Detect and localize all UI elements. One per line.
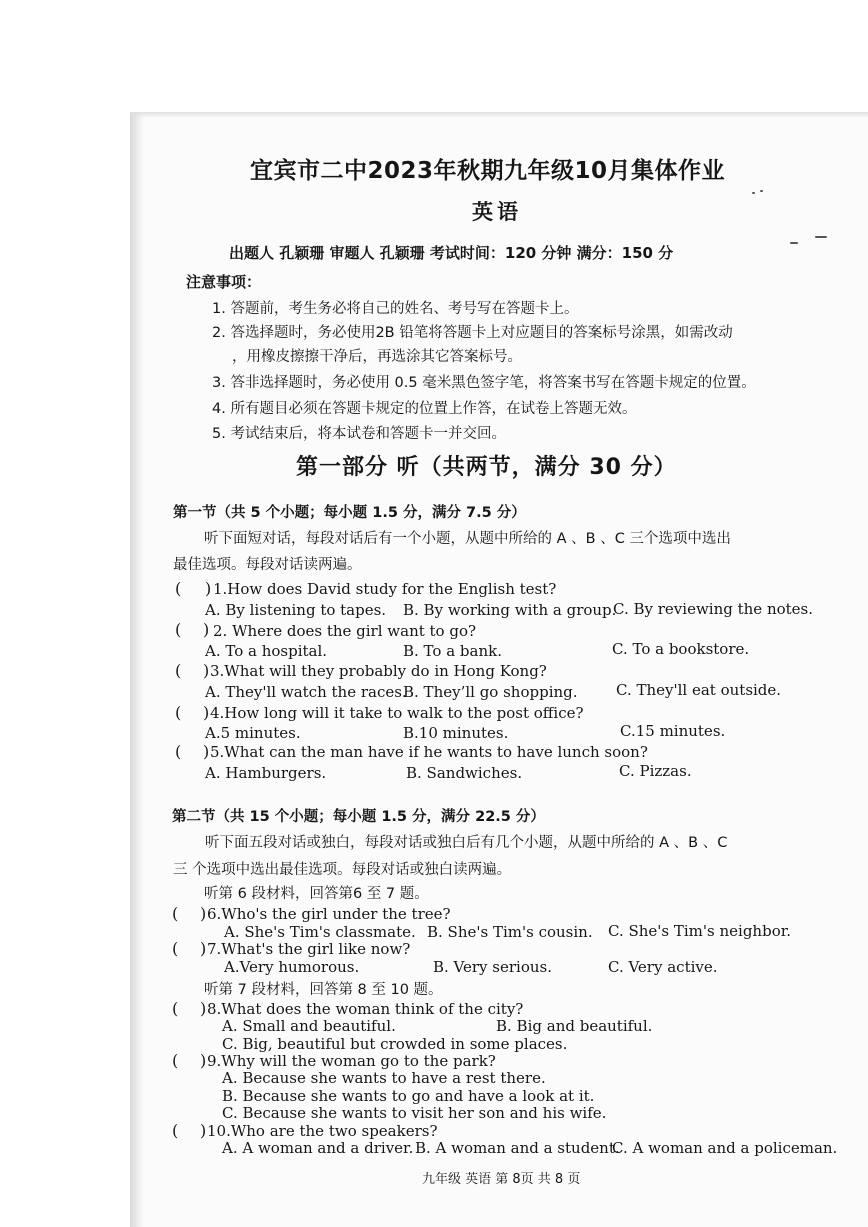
question-text: 10.Who are the two speakers?	[207, 1122, 438, 1140]
answer-blank-close: )	[203, 742, 210, 761]
option-b: B. By working with a group.	[403, 601, 617, 619]
answer-blank-open: (	[172, 999, 179, 1018]
option-b: B. A woman and a student.	[415, 1139, 620, 1157]
note-item: 3. 答非选择题时，务必使用 0.5 毫米黑色签字笔，将答案书写在答题卡规定的位置。	[212, 375, 756, 391]
answer-blank-open: (	[172, 939, 179, 958]
question-text: 5.What can the man have if he wants to have lunch soon?	[210, 743, 648, 761]
option-c: C. They'll eat outside.	[616, 681, 782, 699]
answer-blank-close: )	[203, 620, 210, 639]
subject-title: 英语	[472, 200, 522, 224]
section-instruction: 听下面短对话，每段对话后有一个小题，从题中所给的 A 、B 、C 三个选项中选出	[204, 531, 731, 547]
question-text: 6.Who's the girl under the tree?	[207, 905, 451, 923]
option-a: A. To a hospital.	[205, 642, 328, 660]
question-text: 2. Where does the girl want to go?	[213, 622, 477, 640]
answer-blank-close: )	[203, 703, 210, 722]
answer-blank-open: (	[172, 1051, 179, 1070]
note-item: 4. 所有题目必须在答题卡规定的位置上作答，在试卷上答题无效。	[212, 401, 637, 417]
scan-speck	[760, 190, 763, 192]
answer-blank-close: )	[205, 579, 212, 598]
exam-meta: 出题人 孔颖珊 审题人 孔颖珊 考试时间：120 分钟 满分：150 分	[229, 244, 674, 262]
option-a: A. She's Tim's classmate.	[224, 923, 416, 941]
answer-blank-open: (	[172, 1121, 179, 1140]
answer-blank-close: )	[200, 1051, 207, 1070]
section-instruction: 听下面五段对话或独白，每段对话或独白后有几个小题，从题中所给的 A 、B 、C	[205, 835, 728, 851]
section-heading: 第二节（共 15 个小题；每小题 1.5 分，满分 22.5 分）	[172, 809, 545, 825]
material-group-heading: 听第 6 段材料，回答第6 至 7 题。	[204, 886, 429, 902]
answer-blank-close: )	[200, 1121, 207, 1140]
material-group-heading: 听第 7 段材料，回答第 8 至 10 题。	[204, 982, 443, 998]
answer-blank-open: (	[172, 904, 179, 923]
answer-blank-open: (	[175, 620, 182, 639]
option-a: A. Because she wants to have a rest there.	[222, 1069, 546, 1087]
option-b: B. Big and beautiful.	[496, 1017, 653, 1035]
answer-blank-close: )	[200, 999, 207, 1018]
option-b: B. To a bank.	[403, 642, 502, 660]
option-c: C. Big, beautiful but crowded in some places.	[222, 1035, 568, 1053]
option-a: A. A woman and a driver.	[222, 1139, 414, 1157]
option-c: C. By reviewing the notes.	[613, 600, 814, 618]
question-text: 9.Why will the woman go to the park?	[207, 1052, 496, 1070]
question-text: 3.What will they probably do in Hong Kong?	[210, 662, 547, 680]
option-b: B. She's Tim's cousin.	[427, 923, 593, 941]
option-c: C. Because she wants to visit her son and his wife.	[222, 1104, 607, 1122]
part-title: 第一部分 听（共两节，满分 30 分）	[296, 455, 677, 480]
option-b: B. Very serious.	[433, 958, 553, 976]
page-shadow-top	[130, 112, 868, 118]
option-c: C. Pizzas.	[619, 762, 692, 780]
note-item: 1. 答题前，考生务必将自己的姓名、考号写在答题卡上。	[212, 301, 579, 317]
note-item: 2. 答选择题时，务必使用2B 铅笔将答题卡上对应题目的答案标号涂黑，如需改动	[212, 325, 733, 341]
question-text: 8.What does the woman think of the city?	[207, 1000, 524, 1018]
section-heading: 第一节（共 5 个小题；每小题 1.5 分，满分 7.5 分）	[173, 505, 526, 521]
option-b: B. Because she wants to go and have a look at it.	[222, 1087, 595, 1105]
scan-speck	[752, 192, 755, 194]
option-b: B.10 minutes.	[403, 724, 509, 742]
option-b: B. They’ll go shopping.	[403, 683, 578, 701]
option-b: B. Sandwiches.	[406, 764, 523, 782]
section-instruction: 最佳选项。每段对话读两遍。	[173, 557, 362, 573]
question-text: 4.How long will it take to walk to the post office?	[210, 704, 584, 722]
section-instruction: 三 个选项中选出最佳选项。每段对话或独白读两遍。	[173, 862, 512, 878]
note-item: ，用橡皮擦擦干净后，再选涂其它答案标号。	[232, 349, 522, 365]
answer-blank-close: )	[200, 939, 207, 958]
option-a: A. By listening to tapes.	[205, 601, 387, 619]
option-a: A. Hamburgers.	[205, 764, 327, 782]
question-text: 1.How does David study for the English test?	[213, 580, 557, 598]
option-a: A. They'll watch the races.	[205, 683, 407, 701]
option-c: C. She's Tim's neighbor.	[608, 922, 792, 940]
scan-speck	[790, 242, 798, 244]
answer-blank-open: (	[175, 742, 182, 761]
answer-blank-open: (	[175, 579, 182, 598]
option-a: A.Very humorous.	[224, 958, 360, 976]
option-c: C. Very active.	[608, 958, 718, 976]
page-shadow-left	[130, 112, 144, 1227]
option-a: A.5 minutes.	[205, 724, 301, 742]
note-item: 5. 考试结束后，将本试卷和答题卡一并交回。	[212, 426, 506, 442]
option-a: A. Small and beautiful.	[222, 1017, 396, 1035]
scan-speck	[815, 236, 827, 238]
option-c: C.15 minutes.	[620, 722, 726, 740]
page-title: 宜宾市二中2023年秋期九年级10月集体作业	[250, 158, 726, 184]
answer-blank-open: (	[175, 703, 182, 722]
question-text: 7.What's the girl like now?	[207, 940, 411, 958]
page-footer: 九年级 英语 第 8页 共 8 页	[422, 1172, 581, 1187]
option-c: C. A woman and a policeman.	[612, 1139, 838, 1157]
option-c: C. To a bookstore.	[612, 640, 750, 658]
answer-blank-close: )	[203, 661, 210, 680]
notes-heading: 注意事项：	[186, 273, 262, 291]
answer-blank-open: (	[175, 661, 182, 680]
answer-blank-close: )	[200, 904, 207, 923]
